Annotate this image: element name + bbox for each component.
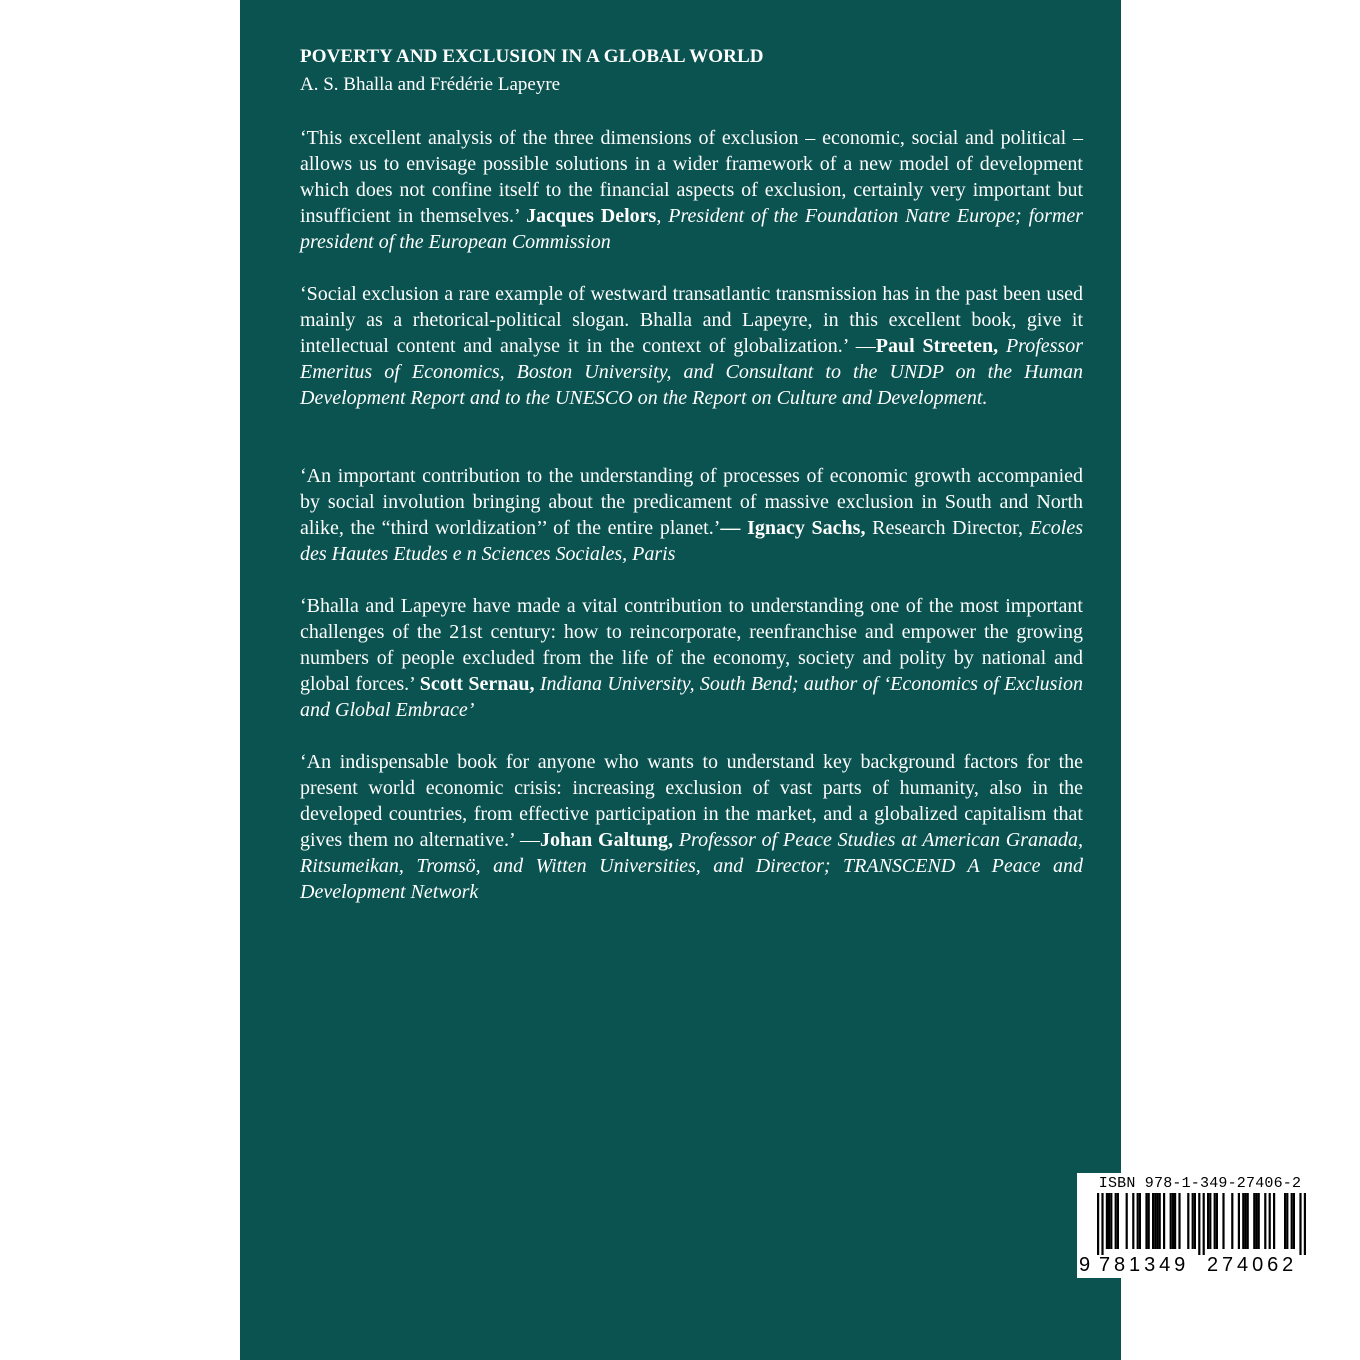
barcode-bars xyxy=(1085,1193,1315,1255)
endorsement-quote xyxy=(300,281,1083,411)
barcode-bar xyxy=(1108,1193,1110,1249)
barcode-bar xyxy=(1145,1193,1147,1249)
quote-author-name: — Ignacy Sachs, xyxy=(720,517,866,539)
barcode-bar xyxy=(1097,1193,1099,1255)
quote-author-role: Professor Emeritus of Economics, Boston University, and Consultant to the UNDP on the Human Development Report and to the UNESCO on the Report on Culture and Development. xyxy=(300,335,1083,409)
book-back-cover xyxy=(240,0,1302,1360)
quote-author-role: Professor of Peace Studies at American Granada, Ritsumeikan, Tromsö, and Witten Universities, and Director; TRANSCEND A Peace and Development Network xyxy=(300,829,1083,903)
barcode-bar xyxy=(1214,1193,1216,1249)
barcode-bar xyxy=(1222,1193,1224,1249)
barcode-bar xyxy=(1203,1193,1205,1255)
ean-left-group: 781349 xyxy=(1099,1254,1190,1276)
barcode-bar xyxy=(1106,1193,1108,1249)
barcode-bar xyxy=(1174,1193,1176,1249)
barcode-bar xyxy=(1187,1193,1189,1249)
barcode-bar xyxy=(1231,1193,1233,1249)
ean-first-digit: 9 xyxy=(1079,1254,1095,1276)
quote-author-name: Johan Galtung, xyxy=(539,829,674,851)
barcode-bar xyxy=(1238,1193,1240,1249)
ean-right-group: 274062 xyxy=(1207,1254,1298,1276)
barcode-bar xyxy=(1253,1193,1255,1249)
barcode-bar xyxy=(1264,1193,1266,1249)
barcode-bar xyxy=(1110,1193,1112,1249)
barcode-bar xyxy=(1159,1193,1161,1249)
quote-author-role: Ecoles des Hautes Etudes e n Sciences Sociales, Paris xyxy=(300,517,1083,565)
endorsement-quote xyxy=(300,749,1083,905)
barcode-bar xyxy=(1194,1193,1196,1249)
quote-text: ‘This excellent analysis of the three dimensions of exclusion – economic, social and political – allows us to envisage possible solutions in a wider framework of a new model of development which does not confine itself to the financial aspects of exclusion, certainly very important but insufficient in themselves.’ xyxy=(300,127,1083,227)
barcode-bar xyxy=(1156,1193,1158,1249)
quote-author-name: Jacques Delors xyxy=(526,205,657,227)
barcode-bar xyxy=(1198,1193,1200,1255)
barcode-bar xyxy=(1216,1193,1218,1249)
endorsement-quote xyxy=(300,593,1083,723)
quote-author-role: , President of the Foundation Natre Europe; former president of the European Commission xyxy=(300,205,1084,253)
barcode-bar xyxy=(1126,1193,1128,1249)
barcode-bar xyxy=(1170,1193,1172,1249)
barcode-bar xyxy=(1192,1193,1194,1249)
book-title: POVERTY AND EXCLUSION IN A GLOBAL WORLD xyxy=(300,46,764,67)
barcode-bar xyxy=(1207,1193,1209,1249)
barcode-bar xyxy=(1132,1193,1134,1249)
barcode-bar xyxy=(1152,1193,1154,1249)
barcode-bar xyxy=(1244,1193,1246,1249)
barcode-bar xyxy=(1115,1193,1117,1249)
quote-text: ‘An important contribution to the understanding of processes of economic growth accompanied by social involution bringing about the predicament of massive exclusion in South and North alike, the “third worldization’’ of the entire planet.’ xyxy=(300,465,1083,539)
barcode-bar xyxy=(1269,1193,1271,1249)
barcode-bar xyxy=(1273,1193,1275,1249)
quote-text: ‘An indispensable book for anyone who wants to understand key background factors for the present world economic crisis: increasing exclusion of vast parts of humanity, also in the developed countries, from effective participation in the market, and a globalized capitalism that gives them no alternative.’ — xyxy=(300,751,1083,851)
quote-text: ‘Bhalla and Lapeyre have made a vital contribution to understanding one of the most important challenges of the 21st century: how to reincorporate, reenfranchise and empower the growing numbers of people excluded from the life of the economy, society and polity by national and global forces.’ xyxy=(300,595,1083,695)
quote-author-name: Paul Streeten, xyxy=(875,335,999,357)
barcode-bar xyxy=(1154,1193,1156,1249)
endorsement-quote xyxy=(300,463,1083,567)
barcode-bar xyxy=(1172,1193,1174,1249)
isbn-barcode xyxy=(1077,1173,1323,1278)
barcode-bar xyxy=(1163,1193,1165,1249)
quote-author-title: Research Director, xyxy=(865,517,1030,539)
endorsement-quote xyxy=(300,125,1083,255)
barcode-bar xyxy=(1242,1193,1244,1249)
quote-text: ‘Social exclusion a rare example of westward transatlantic transmission has in the past been used mainly as a rhetorical-political slogan. Bhalla and Lapeyre, in this excellent book, give it intellectual content and analyse it in the context of globalization.’ — xyxy=(300,283,1083,357)
quote-author-name: Scott Sernau, xyxy=(419,673,535,695)
isbn-label: ISBN 978-1-349-27406-2 xyxy=(1098,1175,1302,1192)
barcode-bar xyxy=(1286,1193,1288,1249)
barcode-bar xyxy=(1101,1193,1103,1255)
barcode-bar xyxy=(1209,1193,1211,1249)
quote-author-role: Indiana University, South Bend; author of ‘Economics of Exclusion and Global Embrace’ xyxy=(300,673,1083,721)
barcode-bar xyxy=(1137,1193,1139,1249)
barcode-bar xyxy=(1139,1193,1141,1249)
barcode-bar xyxy=(1255,1193,1257,1249)
barcode-bar xyxy=(1117,1193,1119,1249)
barcode-bar xyxy=(1304,1193,1306,1255)
barcode-bar xyxy=(1258,1193,1260,1249)
barcode-bar xyxy=(1148,1193,1150,1249)
barcode-bar xyxy=(1293,1193,1295,1249)
barcode-bar xyxy=(1247,1193,1249,1249)
barcode-bar xyxy=(1284,1193,1286,1249)
barcode-bar xyxy=(1291,1193,1293,1249)
barcode-bar xyxy=(1178,1193,1180,1249)
book-authors: A. S. Bhalla and Frédérie Lapeyre xyxy=(300,74,561,95)
barcode-bar xyxy=(1299,1193,1301,1255)
